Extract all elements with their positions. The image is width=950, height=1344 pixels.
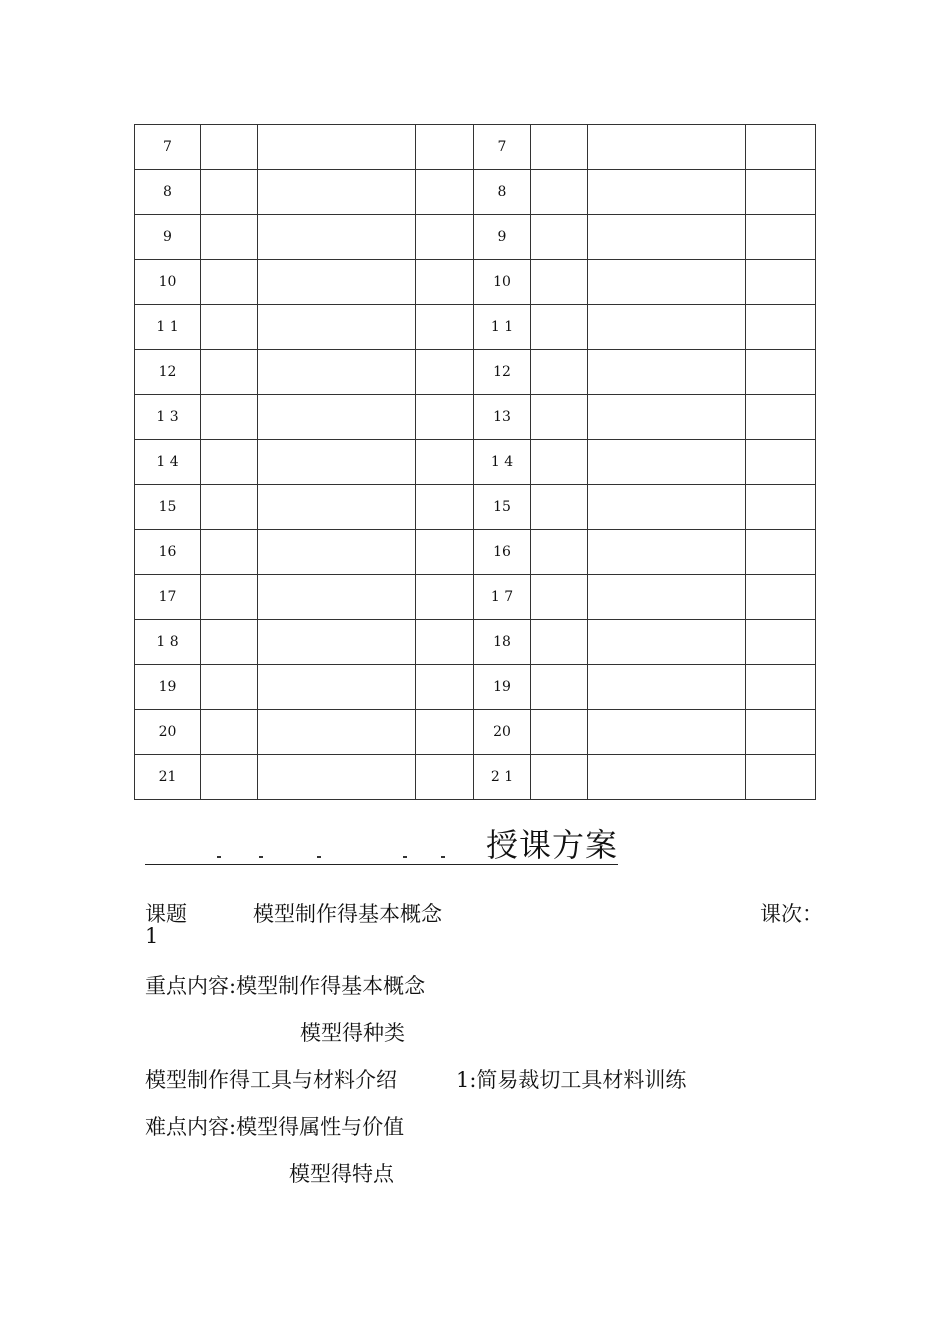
table-cell bbox=[531, 305, 588, 350]
table-row bbox=[135, 260, 816, 305]
row-number-left: 15 bbox=[135, 485, 201, 530]
table-cell bbox=[416, 170, 474, 215]
table-cell bbox=[201, 755, 258, 800]
row-number-left: 1 4 bbox=[135, 440, 201, 485]
table-cell bbox=[588, 485, 746, 530]
row-number-left: 12 bbox=[135, 350, 201, 395]
row-number-right: 16 bbox=[474, 530, 531, 575]
table-cell bbox=[746, 710, 816, 755]
table-cell bbox=[588, 215, 746, 260]
table-cell bbox=[531, 530, 588, 575]
table-cell bbox=[258, 125, 416, 170]
row-number-left: 20 bbox=[135, 710, 201, 755]
key-points-label: 重点内容: bbox=[145, 974, 237, 998]
table-cell bbox=[416, 575, 474, 620]
table-cell bbox=[416, 395, 474, 440]
table-row bbox=[135, 350, 816, 395]
table-cell bbox=[588, 755, 746, 800]
schedule-table bbox=[134, 124, 816, 800]
table-cell bbox=[258, 575, 416, 620]
row-number-right: 1 4 bbox=[474, 440, 531, 485]
table-cell bbox=[746, 755, 816, 800]
table-row bbox=[135, 215, 816, 260]
table-cell bbox=[746, 170, 816, 215]
underline-mark bbox=[441, 856, 445, 858]
lesson-value: 1 bbox=[145, 924, 159, 948]
table-cell bbox=[531, 215, 588, 260]
table-cell bbox=[746, 485, 816, 530]
row-number-right: 1 7 bbox=[474, 575, 531, 620]
table-cell bbox=[531, 755, 588, 800]
table-cell bbox=[416, 215, 474, 260]
table-row bbox=[135, 620, 816, 665]
table-cell bbox=[531, 710, 588, 755]
table-cell bbox=[531, 485, 588, 530]
table-cell bbox=[201, 395, 258, 440]
table-cell bbox=[416, 305, 474, 350]
table-cell bbox=[588, 125, 746, 170]
table-cell bbox=[416, 260, 474, 305]
table-cell bbox=[258, 395, 416, 440]
table-row bbox=[135, 710, 816, 755]
table-cell bbox=[416, 620, 474, 665]
table-row bbox=[135, 485, 816, 530]
table-cell bbox=[746, 395, 816, 440]
difficult-point-1: 模型得属性与价值 bbox=[236, 1115, 405, 1139]
table-cell bbox=[531, 260, 588, 305]
table-cell bbox=[531, 620, 588, 665]
table-cell bbox=[201, 215, 258, 260]
table-row bbox=[135, 170, 816, 215]
table-cell bbox=[201, 710, 258, 755]
table-cell bbox=[258, 710, 416, 755]
table-cell bbox=[201, 350, 258, 395]
row-number-right: 12 bbox=[474, 350, 531, 395]
row-number-left: 8 bbox=[135, 170, 201, 215]
row-number-left: 7 bbox=[135, 125, 201, 170]
table-cell bbox=[258, 485, 416, 530]
table-cell bbox=[416, 125, 474, 170]
table-cell bbox=[201, 305, 258, 350]
row-number-left: 1 1 bbox=[135, 305, 201, 350]
table-cell bbox=[588, 260, 746, 305]
table-cell bbox=[746, 665, 816, 710]
underline-mark bbox=[403, 856, 407, 858]
table-cell bbox=[588, 710, 746, 755]
table-row bbox=[135, 440, 816, 485]
table-cell bbox=[531, 665, 588, 710]
table-cell bbox=[746, 620, 816, 665]
row-number-left: 9 bbox=[135, 215, 201, 260]
row-number-right: 1 1 bbox=[474, 305, 531, 350]
table-cell bbox=[258, 305, 416, 350]
row-number-right: 9 bbox=[474, 215, 531, 260]
row-number-left: 10 bbox=[135, 260, 201, 305]
table-cell bbox=[531, 440, 588, 485]
table-cell bbox=[746, 440, 816, 485]
table-row bbox=[135, 755, 816, 800]
row-number-left: 1 8 bbox=[135, 620, 201, 665]
table-cell bbox=[588, 530, 746, 575]
row-number-right: 10 bbox=[474, 260, 531, 305]
table-cell bbox=[416, 485, 474, 530]
table-cell bbox=[201, 170, 258, 215]
table-cell bbox=[588, 620, 746, 665]
table-cell bbox=[201, 575, 258, 620]
table-cell bbox=[588, 665, 746, 710]
table-cell bbox=[201, 440, 258, 485]
table-cell bbox=[258, 620, 416, 665]
key-point-3: 模型制作得工具与材料介绍 bbox=[145, 1068, 397, 1092]
table-cell bbox=[258, 755, 416, 800]
row-number-left: 17 bbox=[135, 575, 201, 620]
table-cell bbox=[746, 125, 816, 170]
table-cell bbox=[746, 530, 816, 575]
row-number-right: 2 1 bbox=[474, 755, 531, 800]
table-cell bbox=[588, 305, 746, 350]
table-cell bbox=[201, 665, 258, 710]
table-cell bbox=[416, 755, 474, 800]
key-points-line bbox=[145, 970, 425, 1000]
table-cell bbox=[588, 350, 746, 395]
table-cell bbox=[588, 170, 746, 215]
table-cell bbox=[258, 215, 416, 260]
table-cell bbox=[531, 395, 588, 440]
table-row bbox=[135, 530, 816, 575]
key-point-2: 模型得种类 bbox=[300, 1021, 405, 1045]
table-cell bbox=[531, 125, 588, 170]
row-number-right: 19 bbox=[474, 665, 531, 710]
key-point-1: 模型制作得基本概念 bbox=[236, 974, 426, 998]
table-cell bbox=[746, 575, 816, 620]
row-number-left: 19 bbox=[135, 665, 201, 710]
row-number-left: 16 bbox=[135, 530, 201, 575]
table-cell bbox=[258, 350, 416, 395]
row-number-right: 18 bbox=[474, 620, 531, 665]
table-cell bbox=[416, 710, 474, 755]
table-cell bbox=[416, 665, 474, 710]
row-number-right: 7 bbox=[474, 125, 531, 170]
table-cell bbox=[201, 485, 258, 530]
table-row bbox=[135, 305, 816, 350]
row-number-right: 20 bbox=[474, 710, 531, 755]
schedule-table-body bbox=[135, 125, 816, 800]
table-cell bbox=[258, 440, 416, 485]
table-cell bbox=[416, 530, 474, 575]
table-cell bbox=[588, 395, 746, 440]
table-cell bbox=[746, 350, 816, 395]
table-cell bbox=[201, 125, 258, 170]
table-cell bbox=[258, 665, 416, 710]
table-cell bbox=[746, 215, 816, 260]
table-cell bbox=[588, 575, 746, 620]
underline-mark bbox=[259, 856, 263, 858]
row-number-right: 8 bbox=[474, 170, 531, 215]
row-number-right: 15 bbox=[474, 485, 531, 530]
underline-mark bbox=[217, 856, 221, 858]
lesson-label: 课次： bbox=[760, 902, 823, 926]
row-number-right: 13 bbox=[474, 395, 531, 440]
table-cell bbox=[416, 440, 474, 485]
table-cell bbox=[416, 350, 474, 395]
difficult-points-line bbox=[145, 1111, 404, 1141]
topic-value: 模型制作得基本概念 bbox=[253, 902, 442, 926]
table-cell bbox=[588, 440, 746, 485]
table-cell bbox=[746, 305, 816, 350]
table-cell bbox=[531, 170, 588, 215]
table-cell bbox=[258, 260, 416, 305]
table-cell bbox=[531, 350, 588, 395]
table-cell bbox=[201, 260, 258, 305]
table-cell bbox=[258, 530, 416, 575]
table-row bbox=[135, 575, 816, 620]
table-cell bbox=[531, 575, 588, 620]
table-cell bbox=[201, 620, 258, 665]
row-number-left: 21 bbox=[135, 755, 201, 800]
heading-underline bbox=[145, 826, 618, 865]
table-cell bbox=[258, 170, 416, 215]
table-cell bbox=[746, 260, 816, 305]
page-title: 授课方案 bbox=[485, 826, 618, 864]
table-row bbox=[135, 125, 816, 170]
underline-mark bbox=[317, 856, 321, 858]
difficult-point-2: 模型得特点 bbox=[289, 1162, 394, 1186]
table-row bbox=[135, 665, 816, 710]
table-row bbox=[135, 395, 816, 440]
topic-label: 课题 bbox=[145, 902, 187, 926]
table-cell bbox=[201, 530, 258, 575]
difficult-points-label: 难点内容: bbox=[145, 1115, 237, 1139]
key-point-3-extra: 1:简易裁切工具材料训练 bbox=[456, 1068, 687, 1092]
row-number-left: 1 3 bbox=[135, 395, 201, 440]
